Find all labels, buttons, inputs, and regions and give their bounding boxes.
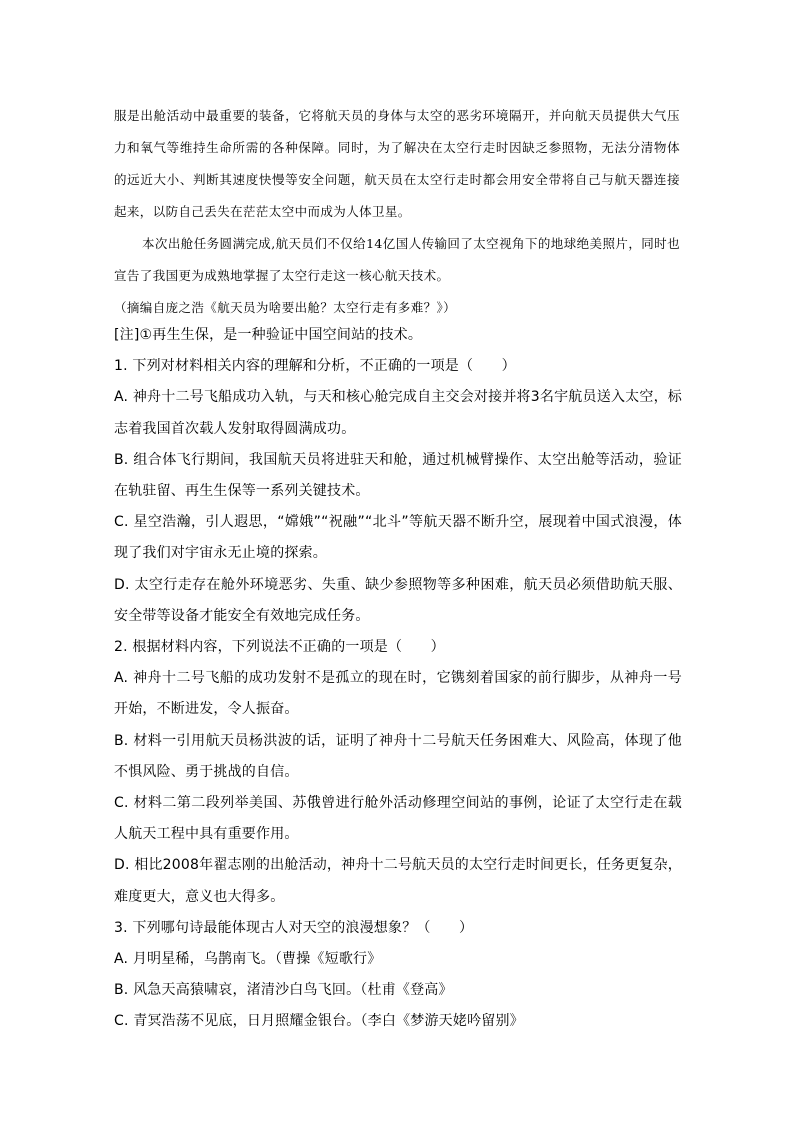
answer-option: D. 相比2008年翟志刚的出舱活动，神舟十二号航天员的太空行走时间更长，任务更复杂，难度更大，意义也大得多。 [114, 857, 682, 905]
answer-option: C. 青冥浩荡不见底，日月照耀金银台。（李白《梦游天姥吟留别》 [114, 1013, 524, 1030]
answer-option: C. 星空浩瀚，引人遐思，“嫦娥”“祝融”“北斗”等航天器不断升空，展现着中国式浪漫，体现了我们对宇宙永无止境的探索。 [114, 514, 682, 562]
question-stem: 1. 下列对材料相关内容的理解和分析，不正确的一项是（ ） [114, 358, 516, 375]
question-stem: 3. 下列哪句诗最能体现古人对天空的浪漫想象？（ ） [114, 919, 474, 936]
answer-option: B. 材料一引用航天员杨洪波的话，证明了神舟十二号航天任务困难大、风险高，体现了他不惧风险、勇于挑战的自信。 [114, 732, 682, 780]
question-section [114, 320, 682, 1038]
answer-option: A. 神舟十二号飞船的成功发射不是孤立的现在时，它镌刻着国家的前行脚步，从神舟一号开始，不断进发，令人振奋。 [114, 670, 682, 718]
answer-option: C. 材料二第二段列举美国、苏俄曾进行舱外活动修理空间站的事例，论证了太空行走在载人航天工程中具有重要作用。 [114, 795, 682, 843]
answer-option: A. 神舟十二号飞船成功入轨，与天和核心舱完成自主交会对接并将3名宇航员送入太空，标志着我国首次载人发射取得圆满成功。 [114, 389, 682, 437]
reading-passage [114, 100, 680, 324]
answer-option: B. 风急天高猿啸哀，渚清沙白鸟飞回。（杜甫《登高》 [114, 982, 453, 999]
passage-source: （摘编自庞之浩《航天员为啥要出舱？太空行走有多难？》） [114, 300, 457, 315]
annotation-note: [注]①再生生保，是一种验证中国空间站的技术。 [114, 327, 423, 343]
answer-option: D. 太空行走存在舱外环境恶劣、失重、缺少参照物等多种困难，航天员必须借助航天服、安全带等设备才能安全有效地完成任务。 [114, 576, 682, 624]
answer-option: B. 组合体飞行期间，我国航天员将进驻天和舱，通过机械臂操作、太空出舱等活动，验证在轨驻留、再生生保等一系列关键技术。 [114, 451, 682, 500]
answer-option: A. 月明星稀，乌鹊南飞。（曹操《短歌行》 [114, 951, 382, 968]
passage-paragraph: 服是出舱活动中最重要的装备，它将航天员的身体与太空的恶劣环境隔开，并向航天员提供大气压力和氧气等维持生命所需的各种保障。同时，为了解决在太空行走时因缺乏参照物，无法分清物体的远近大小、判断其速度快慢等安全问题，航天员在太空行走时都会用安全带将自己与航天器连接起来，以防自己丢失在茫茫太空中而成为人体卫星。 [114, 108, 680, 219]
question-stem: 2. 根据材料内容，下列说法不正确的一项是（ ） [114, 639, 445, 656]
passage-paragraph: 本次出舱任务圆满完成,航天员们不仅给14亿国人传输回了太空视角下的地球绝美照片，同时也宣告了我国更为成熟地掌握了太空行走这一核心航天技术。 [114, 236, 680, 283]
